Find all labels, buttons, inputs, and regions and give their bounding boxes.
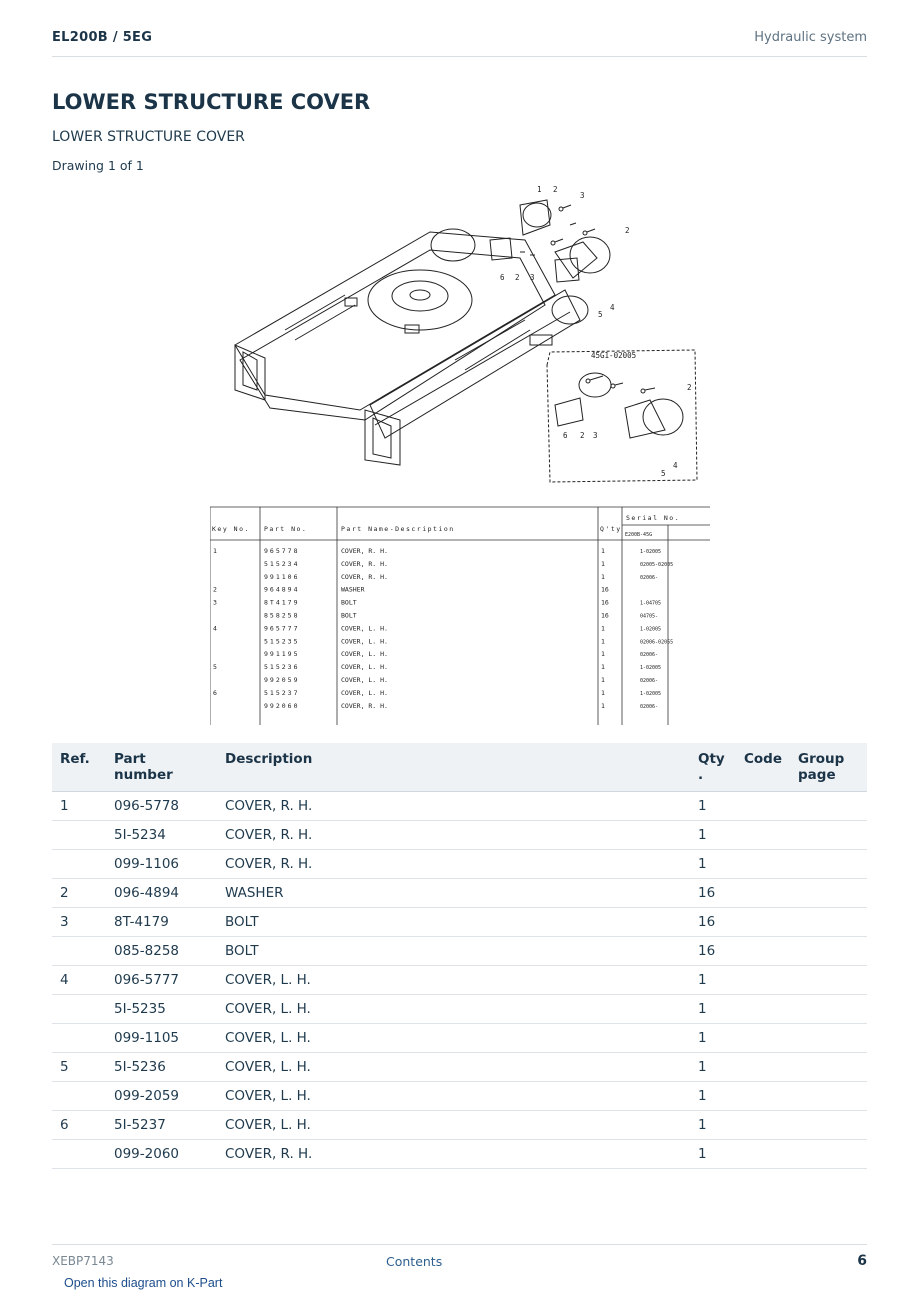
- header-group-page: [790, 743, 867, 792]
- scan-cell: 1: [601, 547, 605, 555]
- scan-cell: 991106: [264, 572, 300, 581]
- cell-code: [736, 879, 790, 908]
- scan-cell: 02006-: [640, 703, 659, 710]
- cell-qty: 1: [690, 1082, 736, 1111]
- cell-part: 099-1106: [106, 850, 217, 879]
- cell-code: [736, 1082, 790, 1111]
- cell-code: [736, 966, 790, 995]
- scan-cell: 515234: [264, 559, 300, 568]
- header-qty-line1: Qty: [698, 751, 725, 767]
- scan-cell: 02006-02055: [640, 639, 674, 646]
- inset-callout: 2: [580, 431, 585, 440]
- cell-desc: COVER, L. H.: [217, 1024, 690, 1053]
- scan-cell: 16: [601, 598, 609, 607]
- scan-cell: 1-02005: [640, 665, 662, 672]
- cell-part: 099-1105: [106, 1024, 217, 1053]
- cell-desc: COVER, L. H.: [217, 995, 690, 1024]
- cell-qty: 1: [690, 792, 736, 821]
- cell-ref: [52, 821, 106, 850]
- cell-desc: COVER, L. H.: [217, 1111, 690, 1140]
- scan-cell: 964894: [264, 585, 300, 594]
- scan-cell: 1-04705: [640, 600, 662, 607]
- inset-callout: 2: [687, 383, 692, 392]
- callout: 2: [625, 226, 630, 235]
- scan-cell: 16: [601, 585, 609, 594]
- cell-ref: [52, 1082, 106, 1111]
- scan-cell: 991195: [264, 650, 300, 659]
- drawing-count: Drawing 1 of 1: [52, 158, 144, 173]
- cell-ref: 6: [52, 1111, 106, 1140]
- model-label: EL200B / 5EG: [52, 30, 153, 45]
- cell-ref: [52, 1140, 106, 1169]
- scan-cell: 5: [213, 663, 217, 672]
- open-diagram-link[interactable]: Open this diagram on K-Part: [64, 1276, 223, 1290]
- callout: 3: [530, 273, 535, 282]
- scan-cell: 992059: [264, 676, 300, 684]
- parts-diagram: [225, 180, 705, 485]
- cell-ref: [52, 995, 106, 1024]
- cell-group: [790, 1053, 867, 1082]
- cell-code: [736, 1111, 790, 1140]
- scan-cell: 16: [601, 611, 609, 620]
- table-row: [52, 792, 867, 821]
- table-row: [52, 1082, 867, 1111]
- cell-part: 5I-5234: [106, 821, 217, 850]
- scan-cell: 02005-02005: [640, 561, 674, 568]
- cell-group: [790, 821, 867, 850]
- cell-group: [790, 937, 867, 966]
- scan-cell: COVER, R. H.: [341, 559, 388, 568]
- table-row: [52, 1053, 867, 1082]
- cell-group: [790, 1082, 867, 1111]
- cell-group: [790, 850, 867, 879]
- table-header-row: [52, 743, 867, 792]
- scan-cell: 6: [213, 688, 217, 697]
- page-number: 6: [857, 1253, 867, 1269]
- cell-code: [736, 1024, 790, 1053]
- callout: 6: [500, 273, 505, 282]
- scan-cell: COVER, L. H.: [341, 676, 388, 684]
- cell-code: [736, 1140, 790, 1169]
- cell-qty: 1: [690, 1053, 736, 1082]
- scan-cell: 1: [601, 663, 605, 672]
- cell-code: [736, 1053, 790, 1082]
- cell-part: 8T-4179: [106, 908, 217, 937]
- table-row: [52, 908, 867, 937]
- cell-code: [736, 908, 790, 937]
- scan-cell: 515236: [264, 663, 300, 672]
- table-row: [52, 1111, 867, 1140]
- cell-qty: 1: [690, 821, 736, 850]
- table-row: [52, 879, 867, 908]
- cell-part: 096-5778: [106, 792, 217, 821]
- table-row: [52, 937, 867, 966]
- scan-header: E200B-45G: [625, 532, 653, 538]
- scan-cell: COVER, L. H.: [341, 663, 388, 672]
- scan-cell: 1-02005: [640, 549, 662, 555]
- header-qty: [690, 743, 736, 792]
- table-row: [52, 1024, 867, 1053]
- callout: 2: [515, 273, 520, 282]
- scan-cell: 1: [213, 547, 217, 555]
- cell-desc: COVER, R. H.: [217, 792, 690, 821]
- scan-cell: COVER, L. H.: [341, 637, 388, 646]
- cell-desc: COVER, R. H.: [217, 1140, 690, 1169]
- cell-ref: [52, 1024, 106, 1053]
- scanned-parts-table: [210, 503, 710, 725]
- scan-cell: 02006-: [640, 678, 659, 684]
- table-row: [52, 966, 867, 995]
- cell-ref: 4: [52, 966, 106, 995]
- cell-part: 5I-5236: [106, 1053, 217, 1082]
- scan-cell: 515235: [264, 637, 300, 646]
- cell-part: 099-2060: [106, 1140, 217, 1169]
- cell-desc: COVER, R. H.: [217, 821, 690, 850]
- header-ref: Ref.: [52, 743, 106, 792]
- scan-header: Part Name-Description: [341, 525, 455, 533]
- cell-group: [790, 966, 867, 995]
- cell-part: 5I-5237: [106, 1111, 217, 1140]
- scan-cell: 1: [601, 559, 605, 568]
- cell-group: [790, 792, 867, 821]
- cell-code: [736, 792, 790, 821]
- page-header: [52, 28, 867, 57]
- cell-code: [736, 995, 790, 1024]
- cell-qty: 1: [690, 995, 736, 1024]
- cell-qty: 1: [690, 850, 736, 879]
- scan-cell: 04705-: [640, 613, 659, 620]
- parts-table-body: [52, 792, 867, 1169]
- document-id: XEBP7143: [52, 1254, 114, 1268]
- table-row: [52, 1140, 867, 1169]
- cell-qty: 1: [690, 966, 736, 995]
- header-group-line1: Group: [798, 751, 845, 767]
- cell-ref: [52, 937, 106, 966]
- cell-desc: BOLT: [217, 908, 690, 937]
- cell-group: [790, 995, 867, 1024]
- cell-desc: COVER, L. H.: [217, 1082, 690, 1111]
- table-row: [52, 821, 867, 850]
- callout: 3: [580, 191, 585, 200]
- scan-cell: 1: [601, 688, 605, 697]
- header-description: Description: [217, 743, 690, 792]
- callout: 5: [598, 310, 603, 319]
- scan-cell: 02006-: [640, 652, 659, 659]
- scan-cell: BOLT: [341, 598, 357, 607]
- scan-header: Serial No.: [626, 514, 681, 522]
- cell-group: [790, 879, 867, 908]
- table-row: [52, 995, 867, 1024]
- scan-cell: COVER, L. H.: [341, 688, 388, 697]
- scan-cell: 515237: [264, 688, 300, 697]
- cell-code: [736, 850, 790, 879]
- cell-ref: [52, 850, 106, 879]
- cell-desc: COVER, L. H.: [217, 966, 690, 995]
- scan-cell: WASHER: [341, 585, 365, 594]
- scan-cell: 858258: [264, 611, 300, 620]
- scan-cell: 1: [601, 637, 605, 646]
- scan-cell: COVER, R. H.: [341, 701, 388, 710]
- cell-part: 096-4894: [106, 879, 217, 908]
- cell-group: [790, 908, 867, 937]
- inset-callout: 3: [593, 431, 598, 440]
- scan-cell: 02006-: [640, 574, 659, 581]
- cell-desc: BOLT: [217, 937, 690, 966]
- scan-cell: 1: [601, 676, 605, 684]
- page-subtitle: LOWER STRUCTURE COVER: [52, 129, 245, 145]
- scan-cell: 1: [601, 624, 605, 633]
- cell-desc: COVER, L. H.: [217, 1053, 690, 1082]
- scan-cell: COVER, R. H.: [341, 572, 388, 581]
- scan-cell: 2: [213, 585, 217, 594]
- cell-part: 099-2059: [106, 1082, 217, 1111]
- scan-cell: 992060: [264, 701, 300, 710]
- scan-cell: 965777: [264, 624, 300, 633]
- scan-cell: 1-02005: [640, 626, 662, 633]
- callout: 4: [610, 303, 615, 312]
- cell-ref: 2: [52, 879, 106, 908]
- cell-qty: 16: [690, 937, 736, 966]
- cell-part: 096-5777: [106, 966, 217, 995]
- cell-qty: 1: [690, 1024, 736, 1053]
- scan-cell: 1: [601, 701, 605, 710]
- scan-cell: COVER, L. H.: [341, 624, 388, 633]
- section-label: Hydraulic system: [754, 30, 867, 45]
- cell-ref: 5: [52, 1053, 106, 1082]
- scan-cell: 4: [213, 624, 217, 633]
- cell-qty: 1: [690, 1140, 736, 1169]
- cell-part: 085-8258: [106, 937, 217, 966]
- cell-ref: 3: [52, 908, 106, 937]
- scan-header: Key No.: [212, 525, 250, 533]
- table-row: [52, 850, 867, 879]
- cell-group: [790, 1140, 867, 1169]
- header-group-line2: page: [798, 767, 836, 783]
- cell-part: 5I-5235: [106, 995, 217, 1024]
- cell-desc: COVER, R. H.: [217, 850, 690, 879]
- scan-cell: 3: [213, 598, 217, 607]
- cell-code: [736, 937, 790, 966]
- header-part-number: Part number: [106, 743, 217, 792]
- header-code: Code: [736, 743, 790, 792]
- cell-qty: 1: [690, 1111, 736, 1140]
- cell-group: [790, 1024, 867, 1053]
- inset-callout: 5: [661, 469, 666, 478]
- scan-cell: 1-02005: [640, 690, 662, 697]
- callout: 1: [537, 185, 542, 194]
- cell-group: [790, 1111, 867, 1140]
- contents-link[interactable]: Contents: [386, 1254, 443, 1269]
- page-title: LOWER STRUCTURE COVER: [52, 90, 371, 114]
- inset-callout: 4: [673, 461, 678, 470]
- scan-cell: COVER, R. H.: [341, 547, 388, 555]
- inset-label: 45G1-02005: [591, 351, 637, 360]
- cell-ref: 1: [52, 792, 106, 821]
- scan-cell: BOLT: [341, 611, 357, 620]
- callout: 2: [553, 185, 558, 194]
- scan-cell: 8T4179: [264, 598, 300, 607]
- page-footer: [52, 1244, 867, 1275]
- scan-header: Q'ty: [600, 525, 622, 533]
- scan-cell: 965778: [264, 547, 300, 555]
- scan-cell: 1: [601, 650, 605, 659]
- cell-qty: 16: [690, 908, 736, 937]
- cell-qty: 16: [690, 879, 736, 908]
- inset-callout: 6: [563, 431, 568, 440]
- cell-desc: WASHER: [217, 879, 690, 908]
- scan-cell: COVER, L. H.: [341, 650, 388, 659]
- parts-table: [52, 743, 867, 1169]
- scan-header: Part No.: [264, 525, 308, 533]
- scan-cell: 1: [601, 572, 605, 581]
- header-qty-line2: .: [698, 767, 704, 783]
- cell-code: [736, 821, 790, 850]
